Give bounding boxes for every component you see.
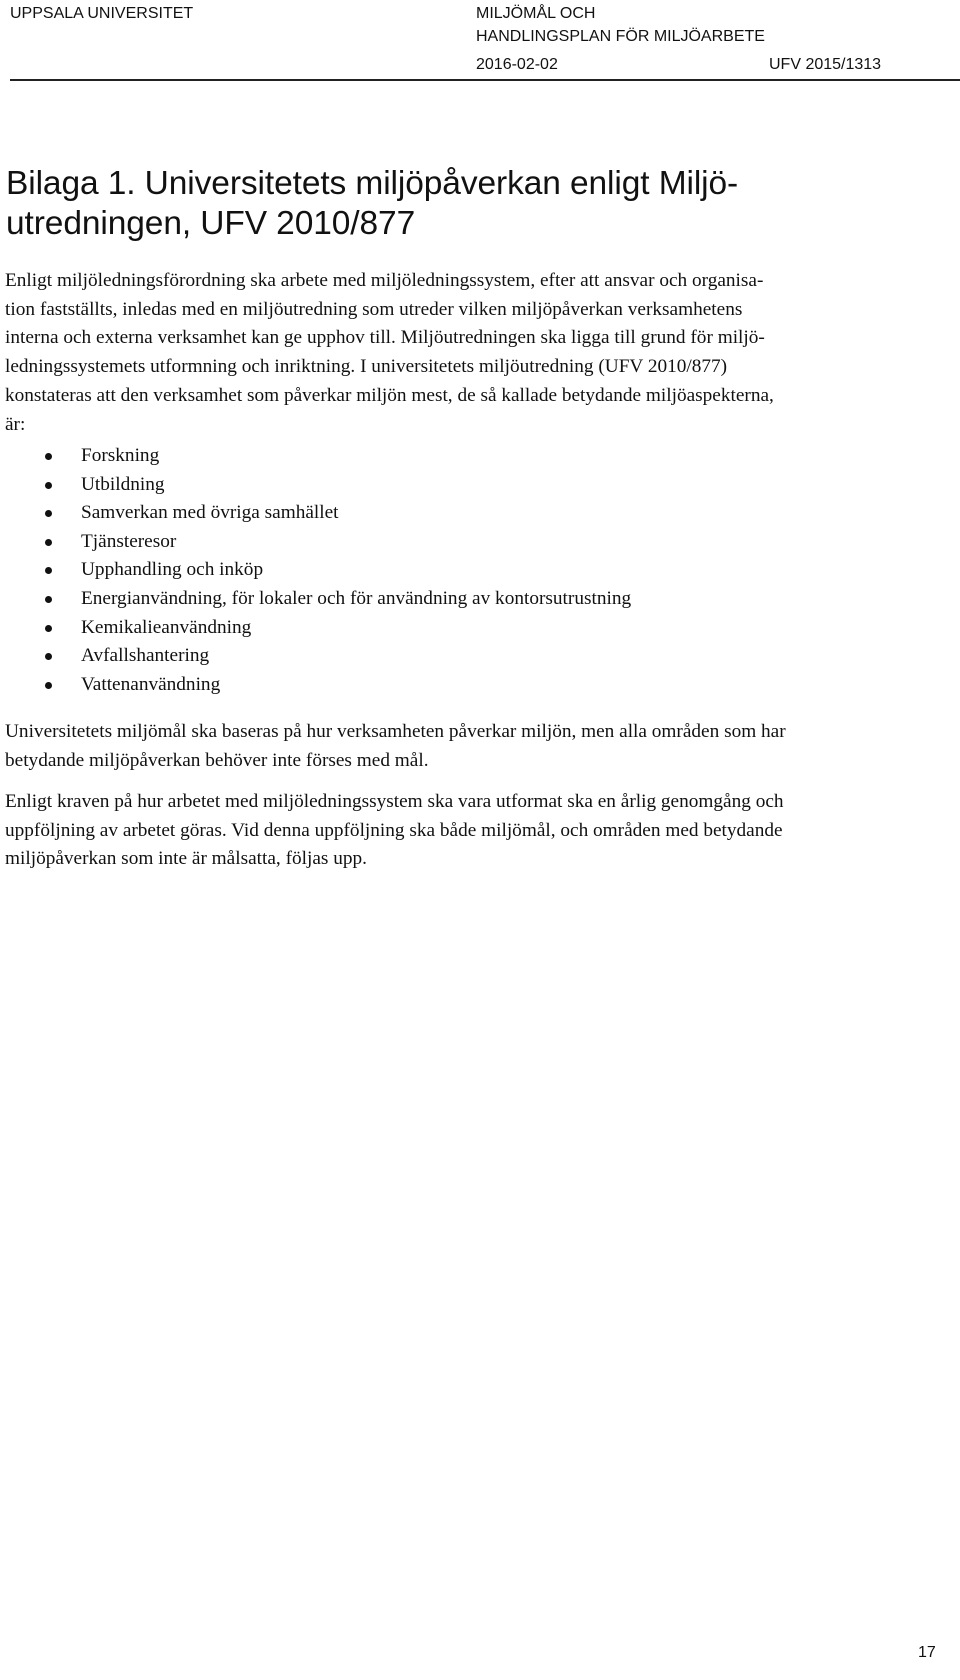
header-divider [10, 79, 960, 81]
bullet-icon [45, 682, 52, 689]
header-organization: UPPSALA UNIVERSITET [10, 5, 194, 22]
list-item-label: Upphandling och inköp [81, 559, 264, 581]
list-item-label: Energianvändning, för lokaler och för användning av kontorsutrustning [81, 587, 632, 609]
bullet-icon [45, 653, 52, 660]
paragraph-line: miljöpåverkan som inte är målsatta, följas upp. [5, 848, 367, 870]
list-item [5, 671, 631, 700]
list-item [5, 442, 631, 471]
page-header [0, 0, 960, 82]
list-item-label: Samverkan med övriga samhället [81, 502, 339, 524]
list-item-label: Avfallshantering [81, 645, 210, 667]
header-document-title-line1: MILJÖMÅL OCH [476, 5, 596, 22]
list-item [5, 614, 631, 643]
bullet-icon [45, 510, 52, 517]
bullet-icon [45, 482, 52, 489]
bullet-icon [45, 567, 52, 574]
environmental-aspects-list [5, 442, 631, 699]
paragraph-line: tion fastställts, inledas med en miljöutredning som utreder vilken miljöpåverkan verksamhetens [5, 298, 743, 320]
list-item [5, 642, 631, 671]
header-document-title-line2: HANDLINGSPLAN FÖR MILJÖARBETE [476, 28, 765, 45]
paragraph-line: betydande miljöpåverkan behöver inte förses med mål. [5, 749, 429, 771]
goals-paragraph [5, 718, 950, 775]
bullet-icon [45, 539, 52, 546]
paragraph-line: ledningssystemets utformning och inriktning. I universitetets miljöutredning (UFV 2010/877) [5, 356, 728, 378]
header-reference: UFV 2015/1313 [769, 56, 882, 73]
header-date: 2016-02-02 [476, 56, 558, 73]
page-title [6, 164, 946, 244]
paragraph-line: konstateras att den verksamhet som påverkar miljön mest, de så kallade betydande miljöaspekterna, [5, 384, 774, 406]
paragraph-line: interna och externa verksamhet kan ge upphov till. Miljöutredningen ska ligga till grund för miljö- [5, 327, 765, 349]
list-item-label: Tjänsteresor [81, 530, 177, 552]
list-item [5, 499, 631, 528]
paragraph-line: Enligt miljöledningsförordning ska arbete med miljöledningssystem, efter att ansvar och organisa- [5, 270, 764, 291]
bullet-icon [45, 453, 52, 460]
follow-up-paragraph [5, 788, 950, 874]
paragraph-line: är: [5, 413, 26, 435]
paragraph-line: Universitetets miljömål ska baseras på hur verksamheten påverkar miljön, men alla områden som har [5, 721, 786, 742]
title-line: utredningen, UFV 2010/877 [6, 205, 416, 242]
list-item-label: Forskning [81, 445, 160, 466]
list-item-label: Vattenanvändning [81, 673, 221, 695]
list-item [5, 471, 631, 500]
paragraph-line: uppföljning av arbetet göras. Vid denna uppföljning ska både miljömål, och områden med betydande [5, 819, 783, 841]
paragraph-line: Enligt kraven på hur arbetet med miljöledningssystem ska vara utformat ska en årlig genomgång och [5, 791, 784, 812]
list-item [5, 556, 631, 585]
intro-paragraph [5, 267, 950, 439]
bullet-icon [45, 596, 52, 603]
page-number: 17 [918, 1644, 936, 1661]
title-line: Bilaga 1. Universitetets miljöpåverkan enligt Miljö- [6, 165, 739, 202]
bullet-icon [45, 625, 52, 632]
list-item-label: Utbildning [81, 473, 165, 495]
list-item [5, 528, 631, 557]
list-item [5, 585, 631, 614]
list-item-label: Kemikalieanvändning [81, 616, 252, 638]
